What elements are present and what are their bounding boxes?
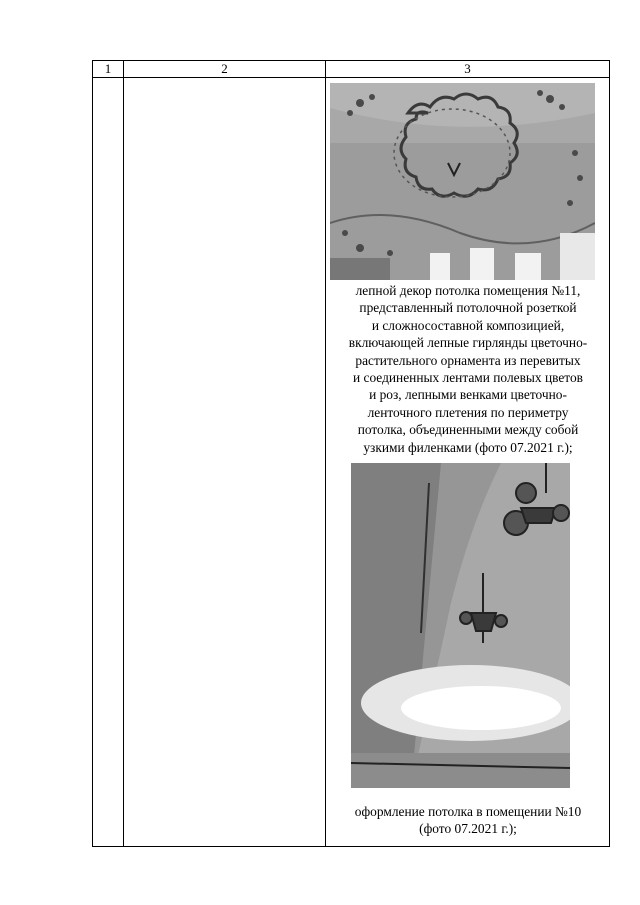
table-header-row [93,61,610,78]
column-number-2: 2 [124,61,326,78]
cell-column-3 [326,78,610,847]
cell-column-1 [93,78,124,847]
cell-column-2 [124,78,326,847]
ceiling-rosette-caption: лепной декор потолка помещения №11, представленный потолочной розеткой и сложносоставной композицией, включающей лепные гирлянды цветочно- растительного орнамента из перевитых и соединенных лентами полевых цветов и роз, лепными венками цветочно- ленточного плетения по периметру потолка, объединенными между собой узкими филенками (фото 07.2021 г.); [348,283,588,455]
table-row [93,78,610,847]
column-number-1: 1 [93,61,124,78]
column-number-3: 3 [326,61,610,78]
ceiling-rosette-photo [330,83,595,280]
ceiling-chandelier-caption: оформление потолка в помещении №10 (фото 07.2021 г.); [354,804,582,837]
document-table [92,60,610,847]
ceiling-chandelier-photo [351,463,570,788]
